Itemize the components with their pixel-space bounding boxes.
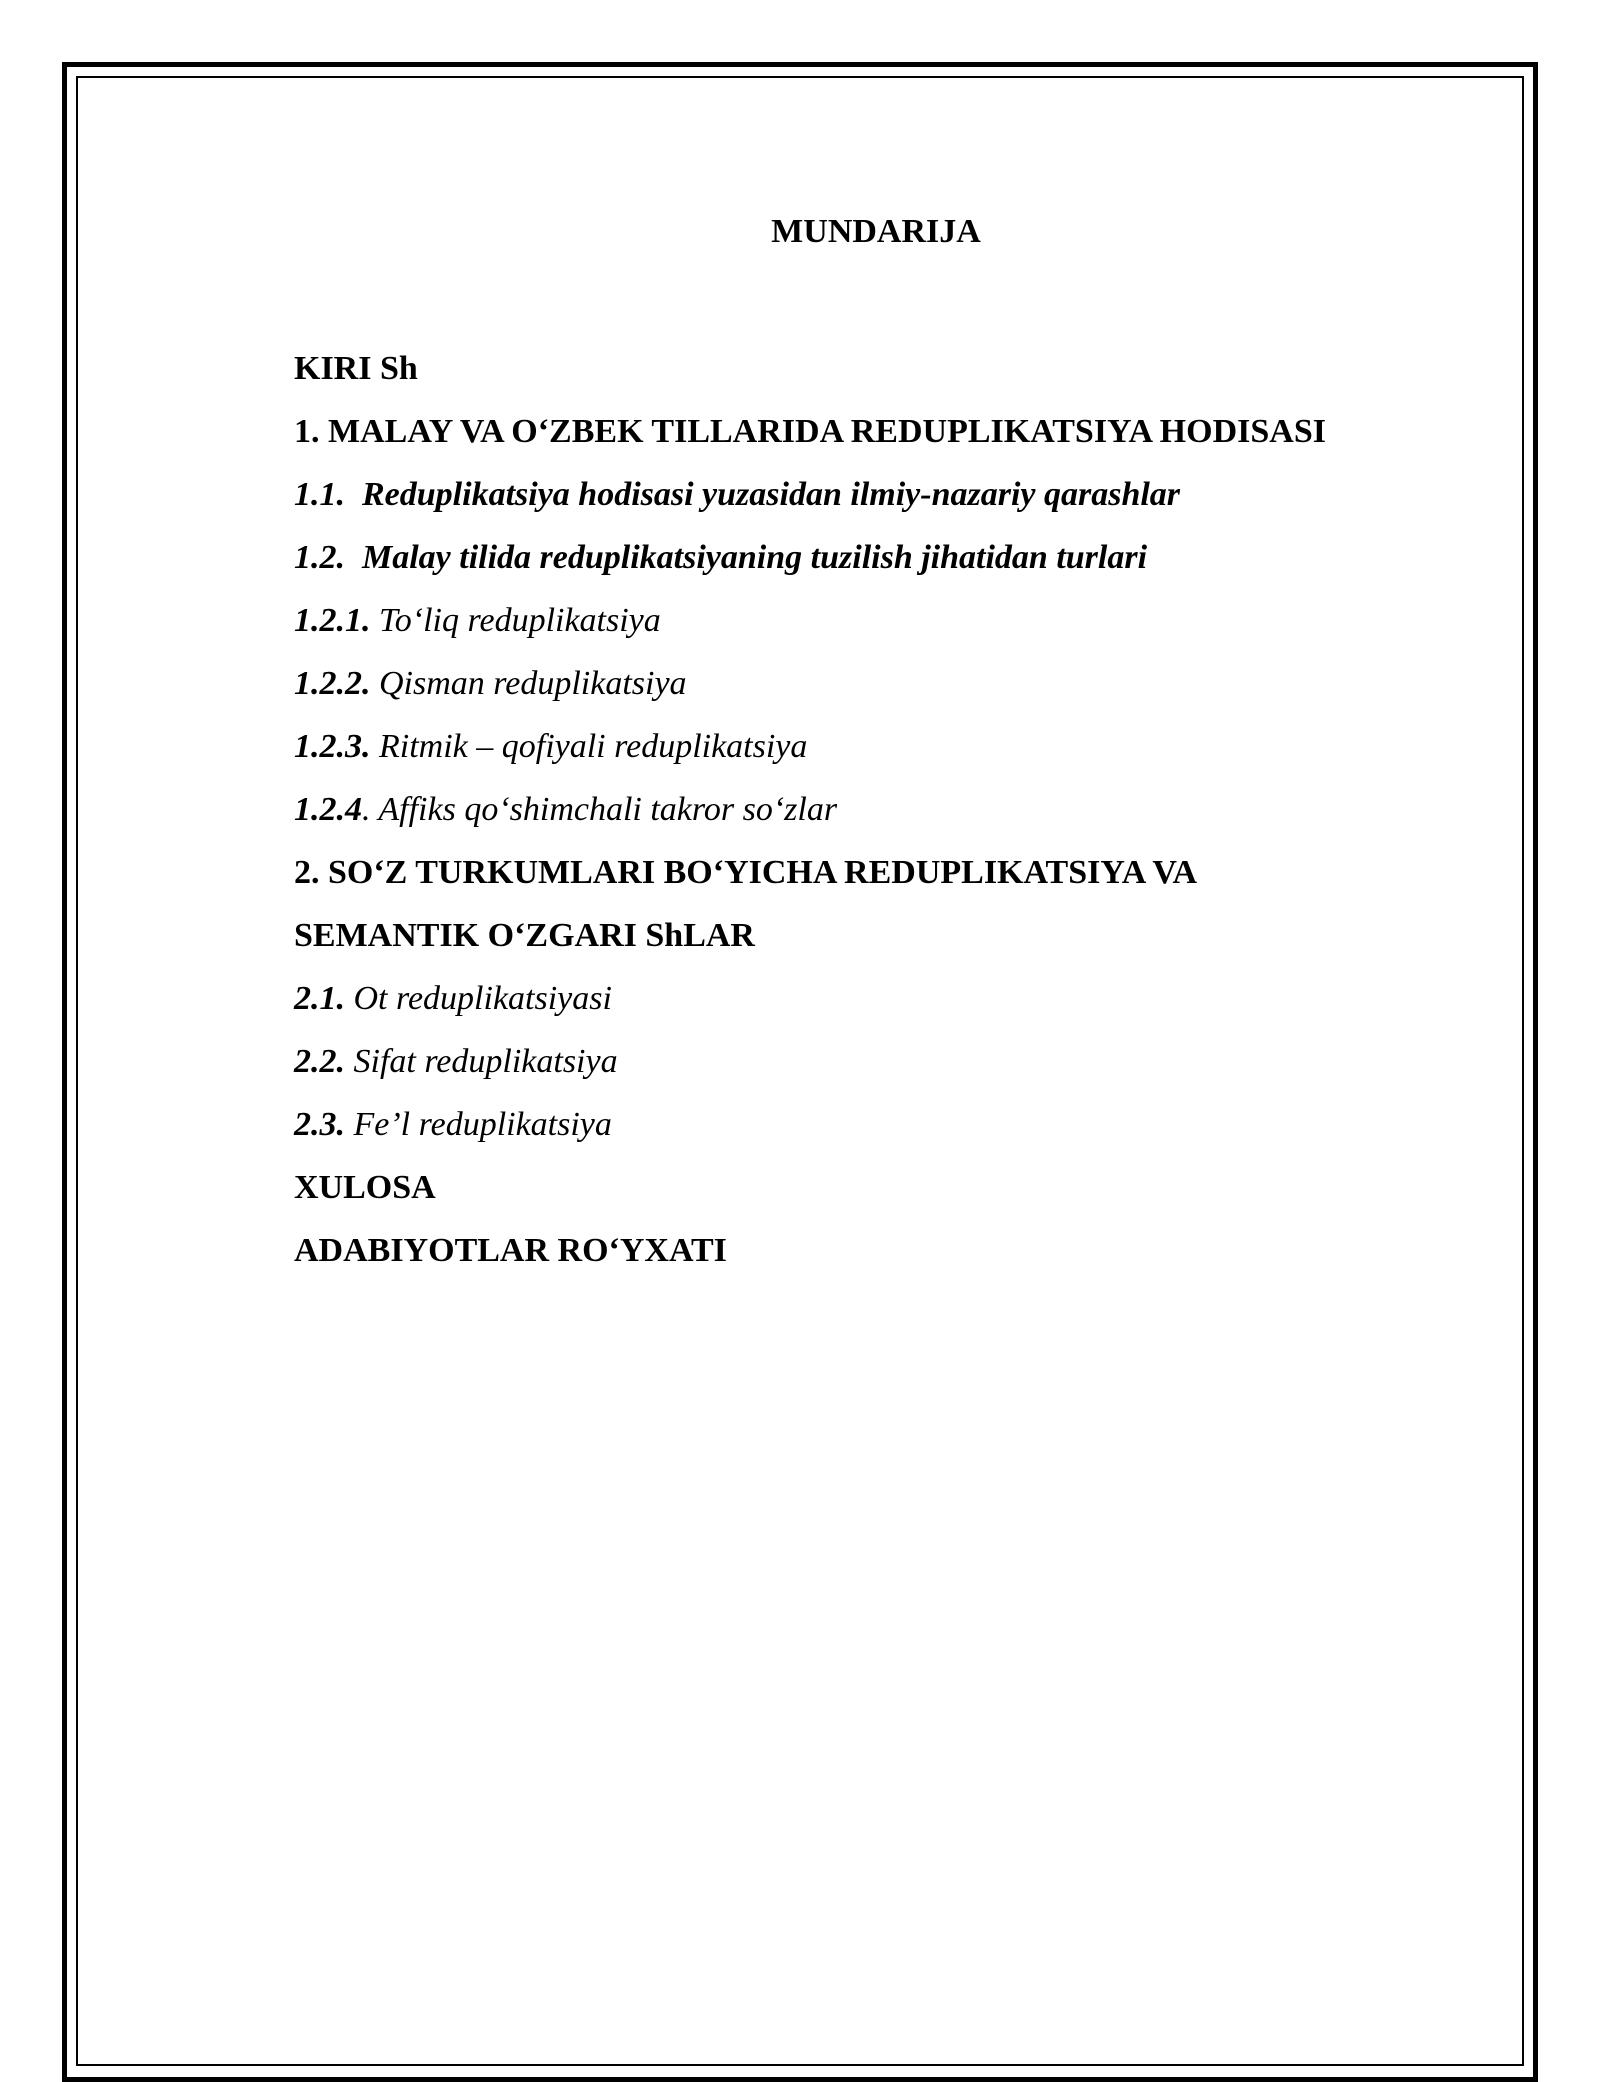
toc-entry-references bbox=[294, 1219, 1474, 1282]
toc-entry-number: 1.2.3. bbox=[294, 728, 371, 765]
toc-entry-text: . Affiks qo‘shimchali takror so‘zlar bbox=[362, 791, 838, 828]
toc-entry-number: 2. bbox=[294, 854, 328, 891]
toc-entry-section-1-2-2 bbox=[294, 652, 1474, 715]
toc-entry-text: Fe’l reduplikatsiya bbox=[345, 1106, 612, 1143]
toc-entry-text: ADABIYOTLAR RO‘YXATI bbox=[294, 1232, 727, 1269]
toc-entry-number: 1.2.1. bbox=[294, 602, 371, 639]
toc-entry-number: 1.2.2. bbox=[294, 665, 371, 702]
table-of-contents bbox=[294, 337, 1474, 1282]
toc-entry-section-1-2-4 bbox=[294, 778, 1474, 841]
toc-entry-text: XULOSA bbox=[294, 1169, 436, 1206]
toc-entry-chapter-2-continued bbox=[294, 904, 1474, 967]
toc-entry-conclusion bbox=[294, 1156, 1474, 1219]
toc-entry-section-1-2-3 bbox=[294, 715, 1474, 778]
toc-entry-section-1-1 bbox=[294, 463, 1474, 526]
toc-entry-text: SEMANTIK O‘ZGARI ShLAR bbox=[294, 917, 755, 954]
toc-entry-text: MALAY VA O‘ZBEK TILLARIDA REDUPLIKATSIYA HODISASI bbox=[328, 413, 1326, 450]
toc-entry-number: 2.2. bbox=[294, 1043, 345, 1080]
toc-entry-number: 1.2.4 bbox=[294, 791, 362, 828]
toc-entry-text: KIRI Sh bbox=[294, 350, 418, 387]
toc-entry-number: 2.1. bbox=[294, 980, 345, 1017]
toc-entry-number: 1.2. bbox=[294, 539, 362, 576]
document-title: MUNDARIJA bbox=[771, 213, 981, 250]
toc-entry-chapter-1 bbox=[294, 400, 1474, 463]
toc-entry-section-1-2-1 bbox=[294, 589, 1474, 652]
toc-entry-text: Sifat reduplikatsiya bbox=[345, 1043, 618, 1080]
toc-entry-chapter-2 bbox=[294, 841, 1474, 904]
toc-entry-text: Malay tilida reduplikatsiyaning tuzilish jihatidan turlari bbox=[362, 539, 1148, 576]
toc-entry-section-2-1 bbox=[294, 967, 1474, 1030]
toc-entry-text: SO‘Z TURKUMLARI BO‘YICHA REDUPLIKATSIYA VA bbox=[328, 854, 1198, 891]
toc-entry-text: Reduplikatsiya hodisasi yuzasidan ilmiy-nazariy qarashlar bbox=[362, 476, 1181, 513]
toc-entry-number: 1. bbox=[294, 413, 328, 450]
toc-entry-text: Ot reduplikatsiyasi bbox=[345, 980, 612, 1017]
toc-entry-text: To‘liq reduplikatsiya bbox=[370, 602, 661, 639]
toc-entry-section-1-2 bbox=[294, 526, 1474, 589]
toc-entry-text: Ritmik – qofiyali reduplikatsiya bbox=[370, 728, 808, 765]
toc-entry-section-2-2 bbox=[294, 1030, 1474, 1093]
toc-entry-number: 1.1. bbox=[294, 476, 362, 513]
toc-entry-introduction bbox=[294, 337, 1474, 400]
toc-entry-text: Qisman reduplikatsiya bbox=[370, 665, 687, 702]
toc-entry-number: 2.3. bbox=[294, 1106, 345, 1143]
toc-entry-section-2-3 bbox=[294, 1093, 1474, 1156]
